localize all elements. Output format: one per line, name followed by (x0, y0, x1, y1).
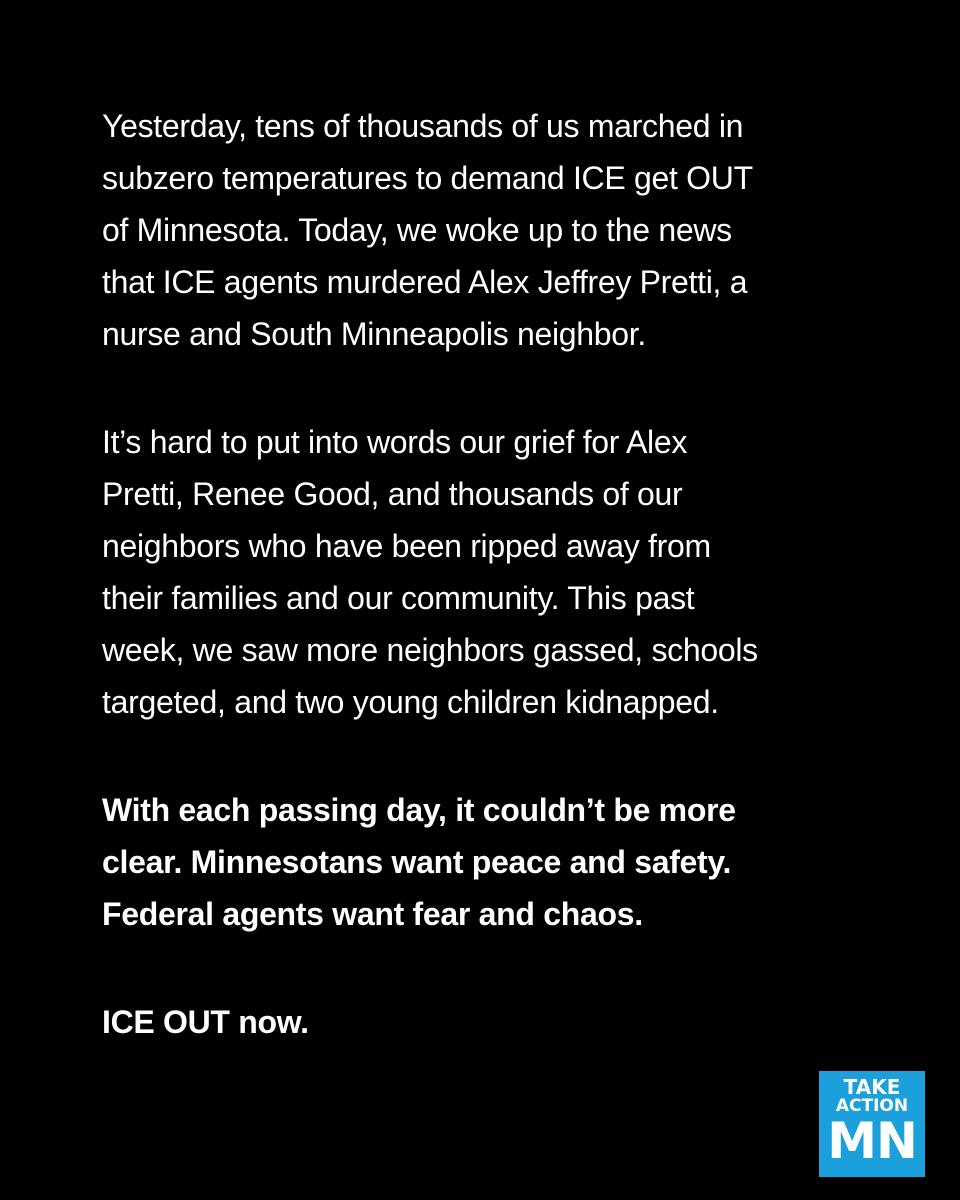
paragraph-call-to-action (102, 996, 892, 1048)
text-line: It’s hard to put into words our grief for Alex (102, 424, 688, 460)
text-line: ICE OUT now. (102, 1004, 309, 1040)
logo-line-mn: MN (827, 1112, 917, 1170)
text-line: nurse and South Minneapolis neighbor. (102, 316, 646, 352)
text-line: subzero temperatures to demand ICE get OUT (102, 160, 753, 196)
text-line: clear. Minnesotans want peace and safety. (102, 844, 732, 880)
take-action-mn-logo (819, 1071, 925, 1177)
statement-text (102, 100, 892, 1104)
text-line: Federal agents want fear and chaos. (102, 896, 643, 932)
paragraph-grief (102, 416, 892, 728)
paragraph-march (102, 100, 892, 360)
logo-line-action: ACTION (835, 1096, 909, 1116)
text-line: Pretti, Renee Good, and thousands of our (102, 476, 683, 512)
text-line: neighbors who have been ripped away from (102, 528, 711, 564)
text-line: targeted, and two young children kidnapped. (102, 684, 719, 720)
paragraph-emphasis (102, 784, 892, 940)
text-line: that ICE agents murdered Alex Jeffrey Pretti, a (102, 264, 748, 300)
text-line: their families and our community. This past (102, 580, 695, 616)
text-line: With each passing day, it couldn’t be more (102, 792, 736, 828)
logo-line-take: TAKE (843, 1075, 901, 1099)
text-line: of Minnesota. Today, we woke up to the news (102, 212, 732, 248)
text-line: Yesterday, tens of thousands of us marched in (102, 108, 744, 144)
text-line: week, we saw more neighbors gassed, schools (102, 632, 758, 668)
